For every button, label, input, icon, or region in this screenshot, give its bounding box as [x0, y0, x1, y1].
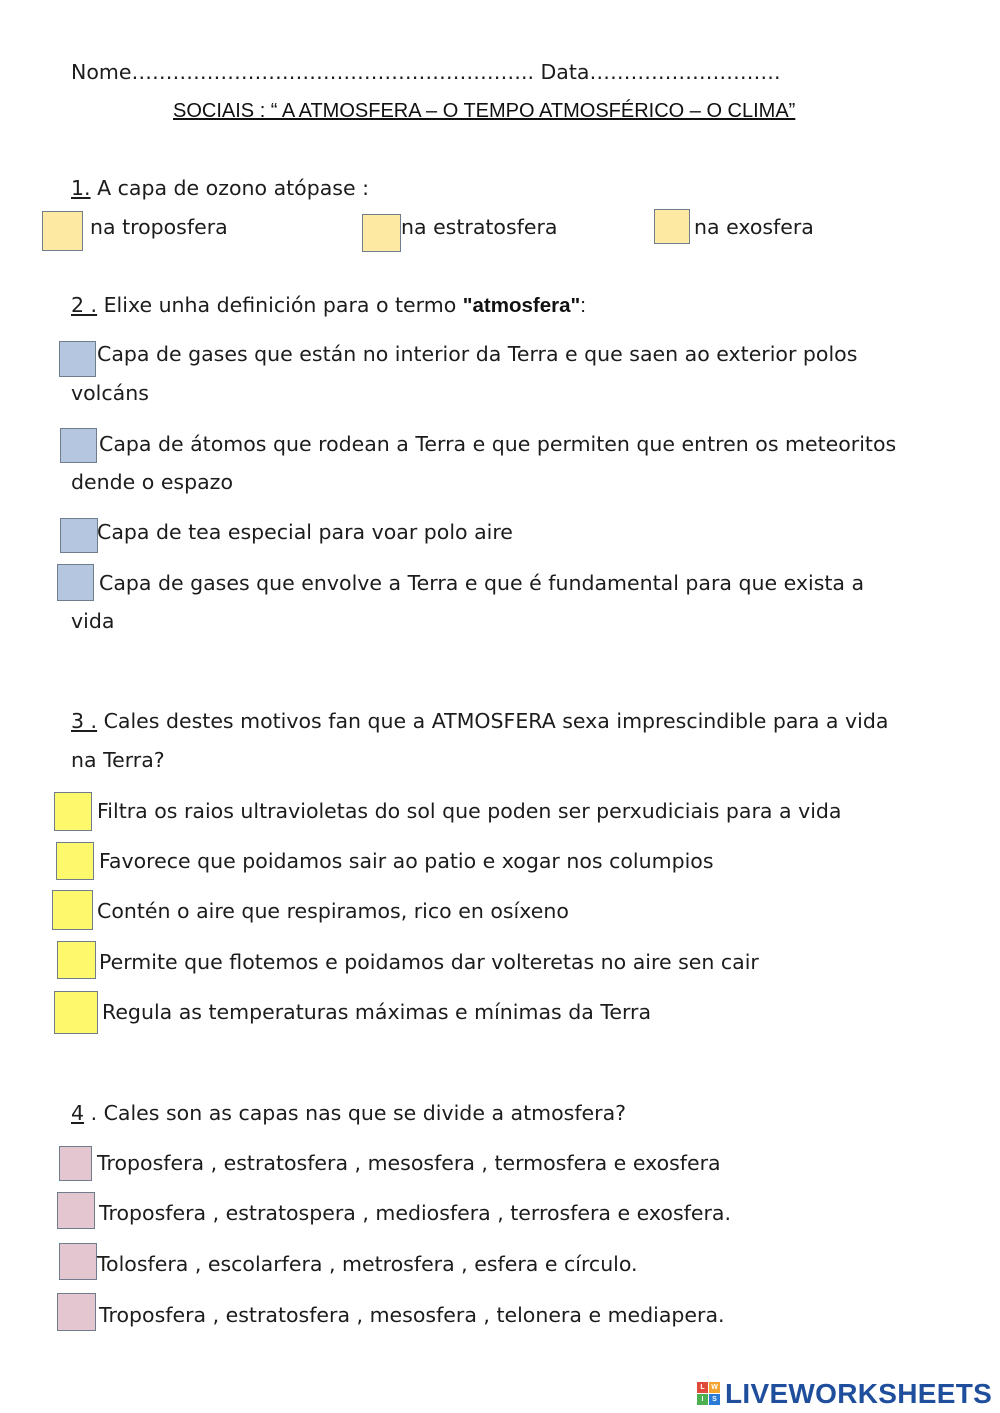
- question-4-number: 4: [71, 1101, 85, 1125]
- q2-option-1-line1: Capa de gases que están no interior da Terra e que saen ao exterior polos: [97, 342, 858, 366]
- q3-option-5-label: Regula as temperaturas máximas e mínimas da Terra: [102, 1000, 652, 1024]
- q1-option-1-label: na troposfera: [90, 215, 228, 239]
- logo-mark-cell-1: L: [697, 1382, 708, 1393]
- page-title-text: SOCIAIS : “ A ATMOSFERA – O TEMPO ATMOSFÉRICO – O CLIMA”: [173, 100, 796, 122]
- q4-option-1-checkbox[interactable]: [59, 1146, 92, 1181]
- q3-option-2-checkbox[interactable]: [56, 842, 94, 880]
- q3-option-3-checkbox[interactable]: [52, 890, 93, 930]
- q3-option-1-label: Filtra os raios ultravioletas do sol que poden ser perxudiciais para a vida: [97, 799, 842, 823]
- q3-option-4-checkbox[interactable]: [57, 941, 96, 979]
- question-3-line2: na Terra?: [71, 748, 165, 772]
- question-3-text: Cales destes motivos fan que a ATMOSFERA sexa imprescindible para a vida: [97, 709, 889, 733]
- logo-mark-cell-4: S: [709, 1394, 720, 1405]
- q2-option-1-line2: volcáns: [71, 381, 149, 405]
- q1-option-3-checkbox[interactable]: [654, 209, 690, 244]
- question-1-text: A capa de ozono atópase :: [90, 176, 370, 200]
- q3-option-1-checkbox[interactable]: [54, 792, 92, 831]
- q2-option-1-checkbox[interactable]: [59, 341, 96, 377]
- q4-option-3-checkbox[interactable]: [59, 1243, 97, 1280]
- q4-option-2-checkbox[interactable]: [57, 1192, 95, 1229]
- q2-option-4-line2: vida: [71, 609, 115, 633]
- question-4-text: . Cales son as capas nas que se divide a atmosfera?: [84, 1101, 627, 1125]
- q2-option-3-line1: Capa de tea especial para voar polo aire: [97, 520, 513, 544]
- q3-option-2-label: Favorece que poidamos sair ao patio e xogar nos columpios: [99, 849, 714, 873]
- q3-option-3-label: Contén o aire que respiramos, rico en osíxeno: [97, 899, 569, 923]
- q2-option-4-line1: Capa de gases que envolve a Terra e que é fundamental para que exista a: [99, 571, 865, 595]
- q1-option-3-label: na exosfera: [694, 215, 814, 239]
- q1-option-2-checkbox[interactable]: [362, 214, 401, 252]
- q2-option-2-checkbox[interactable]: [60, 428, 97, 463]
- q1-option-1-checkbox[interactable]: [42, 211, 83, 251]
- q2-option-3-checkbox[interactable]: [60, 518, 98, 553]
- q2-option-2-line2: dende o espazo: [71, 470, 233, 494]
- liveworksheets-logo: [697, 1378, 992, 1410]
- page-title: [173, 100, 795, 123]
- question-1-number: 1.: [71, 176, 91, 200]
- question-2: [71, 293, 586, 318]
- q1-option-2-label: na estratosfera: [401, 215, 558, 239]
- q4-option-4-checkbox[interactable]: [57, 1293, 96, 1331]
- question-2-number: 2 .: [71, 293, 98, 317]
- q4-option-2-label: Troposfera , estratospera , mediosfera , terrosfera e exosfera.: [99, 1201, 731, 1225]
- q4-option-4-label: Troposfera , estratosfera , mesosfera , telonera e mediapera.: [99, 1303, 725, 1327]
- logo-mark-icon: [697, 1382, 721, 1406]
- q3-option-5-checkbox[interactable]: [54, 991, 98, 1034]
- question-3-line1: [71, 709, 888, 733]
- q4-option-1-label: Troposfera , estratosfera , mesosfera , termosfera e exosfera: [97, 1151, 721, 1175]
- question-2-term: "atmosfera": [462, 294, 581, 317]
- q2-option-2-line1: Capa de átomos que rodean a Terra e que permiten que entren os meteoritos: [99, 432, 897, 456]
- question-3-number: 3 .: [71, 709, 98, 733]
- q2-option-4-checkbox[interactable]: [57, 564, 94, 601]
- question-2-colon: :: [580, 294, 586, 317]
- logo-text: LIVEWORKSHEETS: [725, 1378, 993, 1409]
- q3-option-4-label: Permite que flotemos e poidamos dar volteretas no aire sen cair: [99, 950, 759, 974]
- logo-mark-cell-2: W: [709, 1382, 720, 1393]
- question-2-text: Elixe unha definición para o termo: [97, 293, 463, 317]
- name-date-line: Nome………………………………………………….. Data……………………….: [71, 60, 781, 84]
- q4-option-3-label: Tolosfera , escolarfera , metrosfera , esfera e círculo.: [97, 1252, 638, 1276]
- question-4: [71, 1101, 626, 1125]
- logo-mark-cell-3: I: [697, 1394, 708, 1405]
- question-1: [71, 176, 369, 200]
